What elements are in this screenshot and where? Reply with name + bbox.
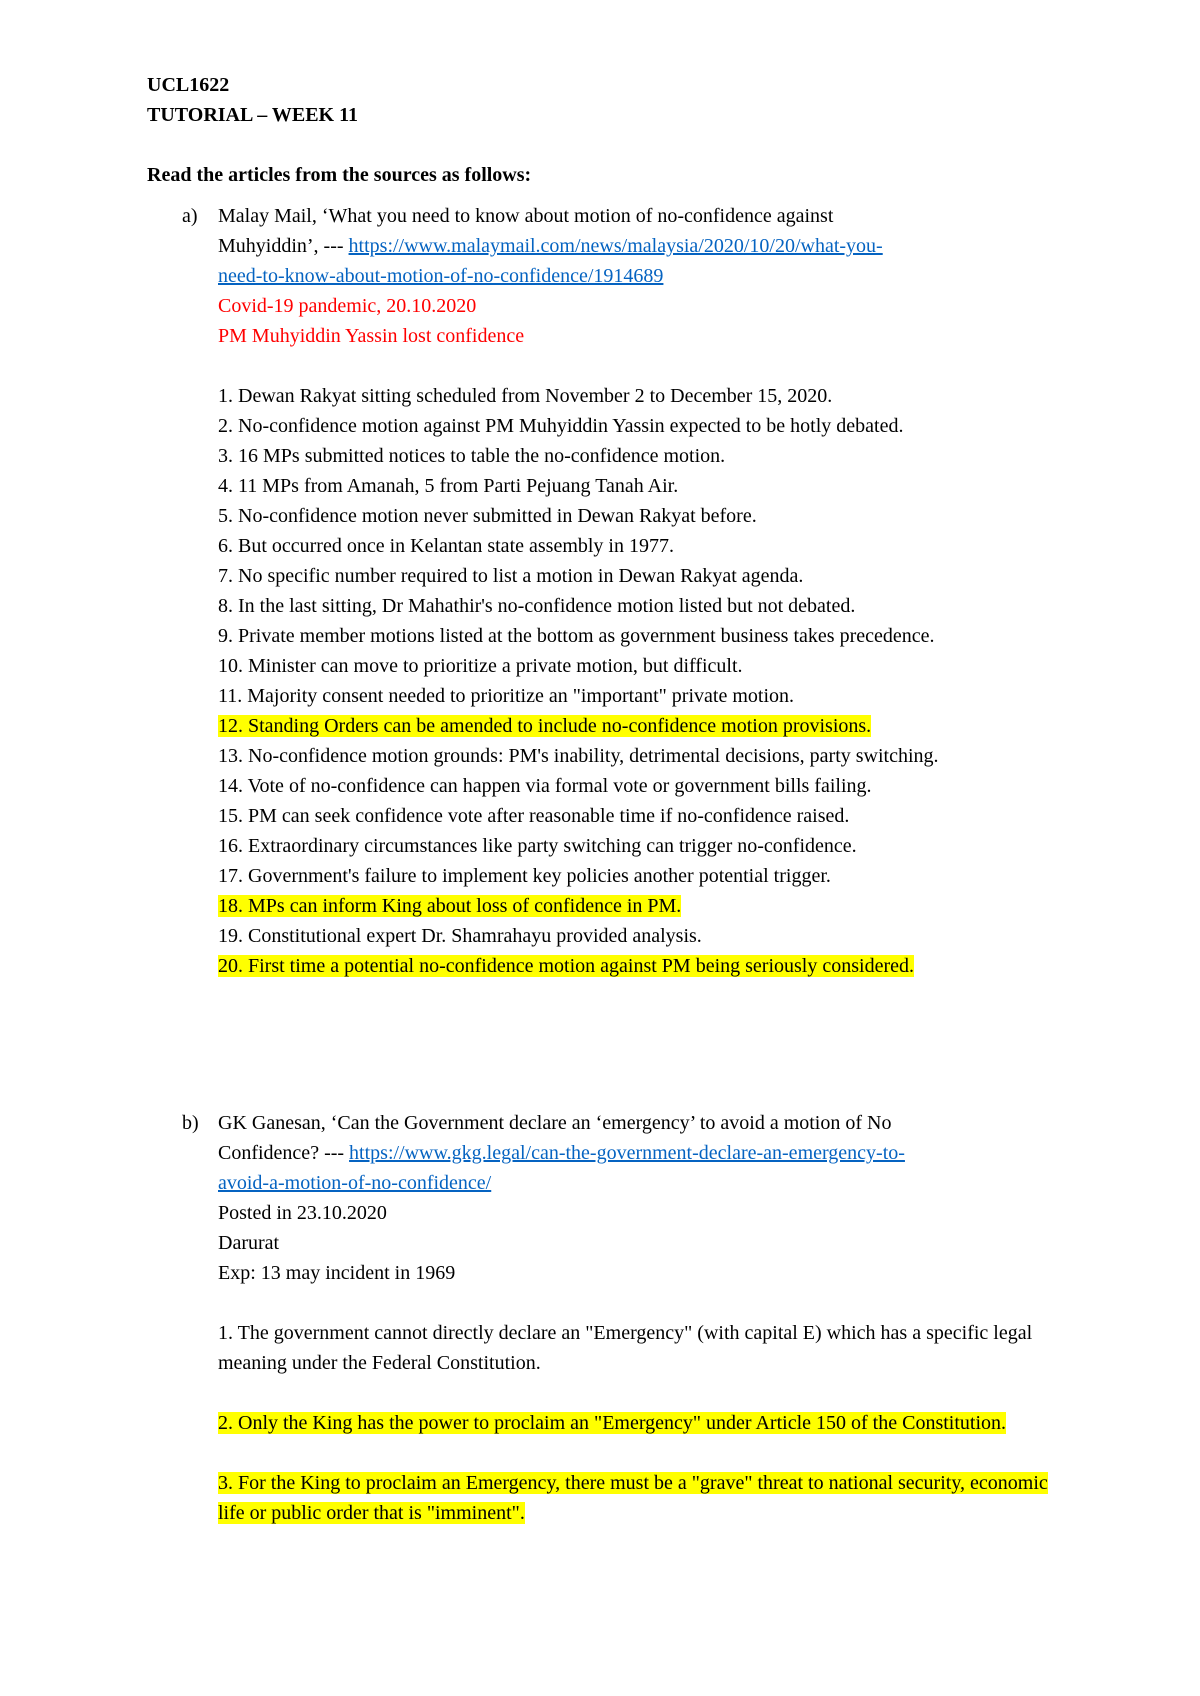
section-b-note2: Darurat [218,1232,280,1254]
list-item [218,831,1072,861]
list-item [218,921,1072,951]
spacer [218,1288,1072,1318]
course-code: UCL1622 [147,74,230,96]
list-item [218,711,1072,741]
list-item [218,501,1072,531]
list-item [218,561,1072,591]
section-b-note1: Posted in 23.10.2020 [218,1202,387,1224]
section-a-link-part1[interactable]: https://www.malaymail.com/news/malaysia/2020/10/20/what-you- [348,235,883,257]
list-item [218,471,1072,501]
list-item-text: 3. For the King to proclaim an Emergency, there must be a "grave" threat to national security, economic life or public order that is "imminent". [218,1472,1048,1524]
list-item [218,861,1072,891]
list-item-text: 6. But occurred once in Kelantan state assembly in 1977. [218,535,674,557]
list-item [218,591,1072,621]
list-item-text: 19. Constitutional expert Dr. Shamrahayu provided analysis. [218,925,702,947]
list-item-text: 1. The government cannot directly declare an "Emergency" (with capital E) which has a specific legal meaning under the Federal Constitution. [218,1322,1033,1374]
section-b-note3: Exp: 13 may incident in 1969 [218,1262,456,1284]
list-item [218,1408,1072,1438]
section-b [182,1108,1072,1528]
list-item-text: 17. Government's failure to implement key policies another potential trigger. [218,865,831,887]
section-b-marker: b) [182,1112,199,1134]
section-a [182,201,1072,981]
section-a-link-part2[interactable]: need-to-know-about-motion-of-no-confidence/1914689 [218,265,664,287]
section-a-marker: a) [182,205,198,227]
list-item-text: 9. Private member motions listed at the bottom as government business takes precedence. [218,625,935,647]
list-item-text: 3. 16 MPs submitted notices to table the no-confidence motion. [218,445,726,467]
list-item [218,1468,1072,1528]
section-a-link-line2 [218,261,1072,291]
section-a-citation-line2 [218,231,1072,261]
list-item [218,381,1072,411]
section-b-points [218,1318,1072,1528]
section-b-body [218,1108,1072,1528]
list-item-text: 13. No-confidence motion grounds: PM's inability, detrimental decisions, party switching. [218,745,939,767]
list-item-text: 1. Dewan Rakyat sitting scheduled from November 2 to December 15, 2020. [218,385,833,407]
list-item-text: 2. Only the King has the power to proclaim an "Emergency" under Article 150 of the Constitution. [218,1412,1007,1434]
list-item-text: 2. No-confidence motion against PM Muhyiddin Yassin expected to be hotly debated. [218,415,904,437]
list-item-text: 11. Majority consent needed to prioritize an "important" private motion. [218,685,794,707]
section-b-link-part2[interactable]: avoid-a-motion-of-no-confidence/ [218,1172,492,1194]
list-item-text: 14. Vote of no-confidence can happen via formal vote or government bills failing. [218,775,872,797]
section-a-note-red1: Covid-19 pandemic, 20.10.2020 [218,295,477,317]
tutorial-title: TUTORIAL – WEEK 11 [147,104,358,126]
list-item-text: 16. Extraordinary circumstances like party switching can trigger no-confidence. [218,835,857,857]
section-b-citation-line1: GK Ganesan, ‘Can the Government declare an ‘emergency’ to avoid a motion of No [218,1112,892,1134]
list-item [218,411,1072,441]
section-b-link-line2 [218,1168,1072,1198]
list-item [218,1318,1072,1378]
list-item-text: 10. Minister can move to prioritize a private motion, but difficult. [218,655,743,677]
list-item-text: 12. Standing Orders can be amended to include no-confidence motion provisions. [218,715,872,737]
list-item [218,531,1072,561]
list-item [218,741,1072,771]
section-a-citation-line1: Malay Mail, ‘What you need to know about motion of no-confidence against [218,205,834,227]
list-item [218,891,1072,921]
section-a-note-red2: PM Muhyiddin Yassin lost confidence [218,325,525,347]
section-b-link-part1[interactable]: https://www.gkg.legal/can-the-government-declare-an-emergency-to- [349,1142,905,1164]
spacer [218,1438,1072,1468]
instruction-heading: Read the articles from the sources as follows: [147,164,532,186]
list-item-text: 4. 11 MPs from Amanah, 5 from Parti Pejuang Tanah Air. [218,475,679,497]
list-item [218,951,1072,981]
section-a-points [218,381,1072,981]
list-item-text: 7. No specific number required to list a motion in Dewan Rakyat agenda. [218,565,804,587]
list-item-text: 20. First time a potential no-confidence motion against PM being seriously considered. [218,955,914,977]
list-item-text: 8. In the last sitting, Dr Mahathir's no-confidence motion listed but not debated. [218,595,856,617]
list-item [218,621,1072,651]
section-a-body [218,201,1072,981]
list-item-text: 18. MPs can inform King about loss of confidence in PM. [218,895,682,917]
section-b-citation-prefix: Confidence? --- [218,1142,350,1164]
list-item [218,801,1072,831]
section-a-citation-prefix: Muhyiddin’, --- [218,235,349,257]
list-item-text: 5. No-confidence motion never submitted in Dewan Rakyat before. [218,505,757,527]
list-item [218,441,1072,471]
list-item [218,651,1072,681]
spacer [218,351,1072,381]
list-item [218,771,1072,801]
section-b-citation-line2 [218,1138,1072,1168]
spacer [218,1378,1072,1408]
list-item-text: 15. PM can seek confidence vote after reasonable time if no-confidence raised. [218,805,850,827]
list-item [218,681,1072,711]
